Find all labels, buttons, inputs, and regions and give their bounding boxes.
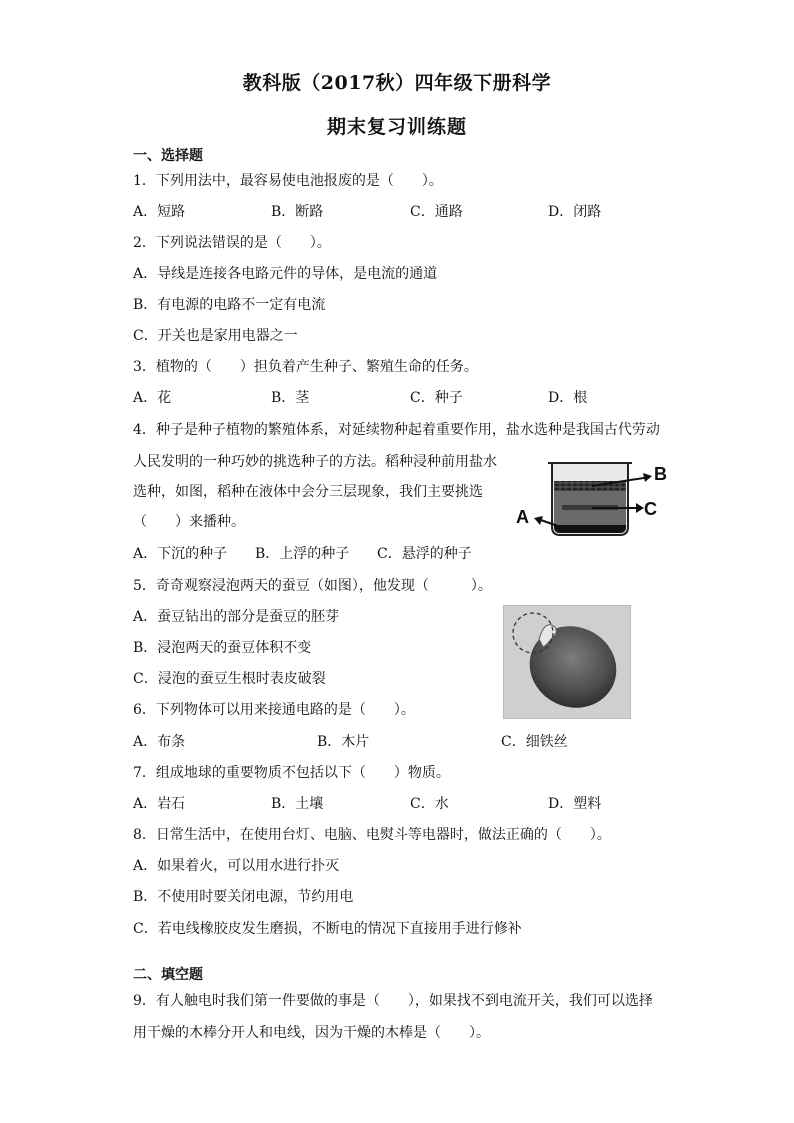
document-subtitle: 期末复习训练题 <box>326 116 467 138</box>
q7-option-a: A．岩石 <box>133 796 186 812</box>
q1-option-b: B．断路 <box>271 204 324 220</box>
question-7-stem: 7．组成地球的重要物质不包括以下（ ）物质。 <box>133 765 450 781</box>
question-4-line-2: 人民发明的一种巧妙的挑选种子的方法。稻种浸种前用盐水 <box>133 454 497 470</box>
q4-option-b: B．上浮的种子 <box>255 546 350 562</box>
document-title: 教科版（2017秋）四年级下册科学 <box>242 72 552 94</box>
section-heading-fill: 二、填空题 <box>133 967 203 983</box>
q8-option-a: A．如果着火，可以用水进行扑灭 <box>133 858 340 874</box>
question-2-stem: 2．下列说法错误的是（ ）。 <box>133 235 331 251</box>
question-6-stem: 6．下列物体可以用来接通电路的是（ ）。 <box>133 702 415 718</box>
question-9-line-1: 9．有人触电时我们第一件要做的事是（ ），如果找不到电流开关，我们可以选择 <box>133 993 653 1009</box>
q4-option-c: C．悬浮的种子 <box>377 546 472 562</box>
q8-option-b: B．不使用时要关闭电源，节约用电 <box>133 889 354 905</box>
broad-bean-photo <box>503 605 631 719</box>
q6-option-b: B．木片 <box>317 734 370 750</box>
beaker-figure <box>512 455 672 545</box>
figure-label-c: C <box>644 499 657 519</box>
q3-option-c: C．种子 <box>410 390 463 406</box>
figure-label-a: A <box>516 507 529 527</box>
q6-option-c: C．细铁丝 <box>501 734 568 750</box>
q7-option-d: D．塑料 <box>548 796 602 812</box>
q3-option-b: B．茎 <box>271 390 310 406</box>
q1-option-d: D．闭路 <box>548 204 602 220</box>
question-5-stem: 5．奇奇观察浸泡两天的蚕豆（如图），他发现（ ）。 <box>133 578 492 594</box>
q5-option-a: A．蚕豆钻出的部分是蚕豆的胚芽 <box>133 609 340 625</box>
q2-option-c: C．开关也是家用电器之一 <box>133 328 298 344</box>
q6-option-a: A．布条 <box>133 734 186 750</box>
q5-option-c: C．浸泡的蚕豆生根时表皮破裂 <box>133 671 326 687</box>
question-4-line-4: （ ）来播种。 <box>133 514 245 530</box>
question-1-stem: 1．下列用法中，最容易使电池报废的是（ ）。 <box>133 173 443 189</box>
figure-label-b: B <box>654 464 667 484</box>
q3-option-d: D．根 <box>548 390 588 406</box>
q2-option-b: B．有电源的电路不一定有电流 <box>133 297 326 313</box>
question-3-stem: 3．植物的（ ）担负着产生种子、繁殖生命的任务。 <box>133 359 478 375</box>
question-9-line-2: 用干燥的木棒分开人和电线，因为干燥的木棒是（ ）。 <box>133 1025 490 1041</box>
q7-option-b: B．土壤 <box>271 796 324 812</box>
q2-option-a: A．导线是连接各电路元件的导体，是电流的通道 <box>133 266 438 282</box>
q5-option-b: B．浸泡两天的蚕豆体积不变 <box>133 640 312 656</box>
q1-option-c: C．通路 <box>410 204 463 220</box>
question-4-line-1: 4．种子是种子植物的繁殖体系，对延续物种起着重要作用，盐水选种是我国古代劳动 <box>133 422 660 438</box>
question-4-line-3: 选种，如图，稻种在液体中会分三层现象，我们主要挑选 <box>133 484 483 500</box>
q4-option-a: A．下沉的种子 <box>133 546 228 562</box>
q8-option-c: C．若电线橡胶皮发生磨损，不断电的情况下直接用手进行修补 <box>133 921 522 937</box>
q7-option-c: C．水 <box>410 796 449 812</box>
section-heading-choice: 一、选择题 <box>133 148 203 164</box>
q1-option-a: A．短路 <box>133 204 186 220</box>
q3-option-a: A．花 <box>133 390 172 406</box>
question-8-stem: 8．日常生活中，在使用台灯、电脑、电熨斗等电器时，做法正确的（ ）。 <box>133 827 611 843</box>
